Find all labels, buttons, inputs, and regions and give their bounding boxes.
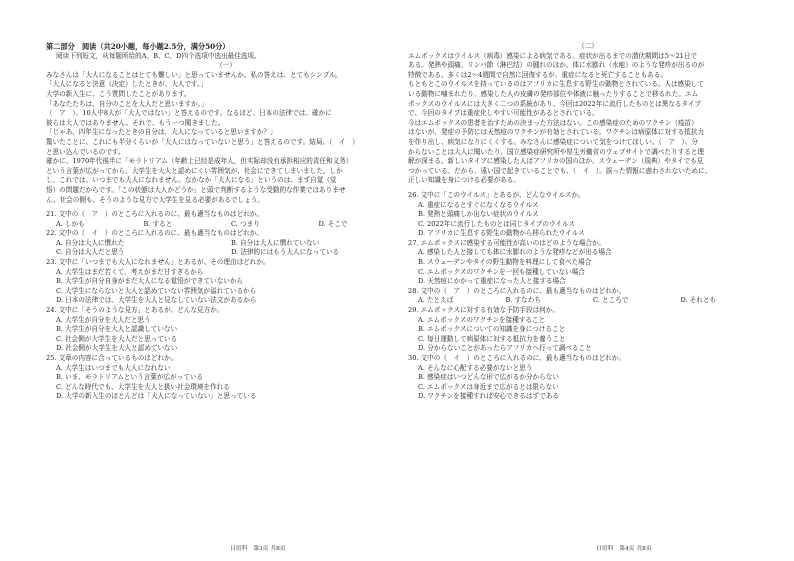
passage-line: 解が深まる。新しいタイプに感染した人はアフリカの国のほか、スウェーデン（瑞典）やタイでも見 (408, 157, 704, 166)
option-row (46, 220, 406, 230)
answer-option: D. 日本の法律では、大学生を大人と見なしていない法文があるから (56, 296, 257, 305)
section-header: 第二部分 阅读（共20小题，每小题2.5分，满分50分） (46, 42, 230, 51)
answer-option: A. 大学生が自分を大人だと思う (56, 315, 151, 324)
answer-option: C. 社会側が大学生を大人だと思っている (56, 334, 178, 343)
answer-option: A. たとえば (418, 296, 454, 305)
answer-option: A. 感染した人と接しても体に水膨れのような発疹などが出る場合 (418, 248, 612, 257)
answer-option: B. 大学生が自分を大人と認識していない (56, 325, 178, 334)
left-page (46, 42, 406, 402)
passage-line: 特徴である。多くは2～4週間で自然に回復するが、重症になると死亡することもある。 (408, 70, 667, 79)
question-stem: 23. 文中に「いつまでも大人になれません」とあるが、その理由はどれか。 (46, 258, 270, 267)
passage-line: 確かに、1970年代後半に「モラトリアム（年齢上已经是成年人，但实际却没有承担相应的责任和义务） (46, 157, 353, 166)
answer-option: A. 自分は大人に慣れた (56, 238, 125, 247)
page-footer: 日语科 第3页 共8页 (230, 546, 286, 552)
passage-line: 「大人になると決意（決定）したときが、大人です。」 (46, 80, 208, 89)
answer-option: B. 感染症はいつどんな形で広がるか分からない (418, 373, 559, 382)
passage-line: し、これでは、いつまでも大人になれません。なかなか「大人になる」というのは、まず自覚（觉 (46, 176, 337, 185)
answer-option: C. 2022年に流行したものとは同じタイプのウイルス (418, 219, 575, 228)
passage-line: 正しい知識を身につける必要がある。 (408, 176, 520, 185)
answer-option: D. それとも (680, 296, 717, 305)
passage-line: ん。社会の側も、そうのような見方で大学生を見る必要があるでしょう。 (46, 195, 264, 204)
answer-option: B. 発熱と頭痛しか出ない症状のウイルス (418, 210, 539, 219)
answer-option: A. 大学生はいつまでも大人になれない (56, 363, 171, 372)
answer-option: A. 重症になるとすぐになくなるウイルス (418, 200, 539, 209)
question-stem: 25. 文章の内容に合っているものはどれか。 (46, 354, 178, 362)
answer-option: D. 社会側が大学生を大人と認めていない (56, 344, 178, 353)
answer-option: A. しかも (56, 219, 85, 228)
passage (408, 52, 768, 186)
passage-line: と思い込んでいるのです。 (46, 147, 125, 156)
answer-option: A. エムポックスのワクチンを接種すること (418, 315, 546, 324)
option-row (408, 296, 768, 306)
passage-line: はないが、発症の予防には天然痘のワクチンが有効とされている。ワクチンは病原体に対する抵抗力 (408, 128, 705, 137)
answer-option: D. 法律的にはもう大人になっている (231, 248, 340, 257)
passage-line: 驚いたことに、これにも半分くらいが「大人にはなっていないと思う」と答えるのです。結局、（ イ ） (46, 137, 359, 146)
question-stem: 22. 文中の（ イ ）のところに入れるのに、最も適当なものはどれか。 (46, 229, 263, 238)
answer-option: B. エムポックスについての知識を身につけること (418, 325, 566, 334)
answer-option: C. 大学生にならないと大人と認めていない雰囲気が溢れているから (56, 286, 257, 295)
answer-option: B. 自分は大人に慣れていない (231, 238, 320, 247)
answer-option: C. エムポックスのワクチンを一回も接種していない場合 (418, 267, 585, 276)
questions (46, 210, 406, 402)
passage-line: （ ア ）、10人中8人が「大人ではない」と答えるのです。なるほど、日本の法律では、確かに (46, 109, 332, 118)
answer-option: C. ところで (593, 296, 629, 305)
passage-line: 悟）の問題だからです。「この状態は大人かどうか」と頭で判断するような受動的な作業ではありませ (46, 185, 346, 194)
passage-line: つかっている。だから、遠い国で起きていることでも、（ イ ）。誤った情報に惑わされないために、 (408, 166, 712, 175)
questions (408, 191, 768, 402)
passage-line: みなさんは「大人になることはとても難しい」と思っていませんか。私の答えは、とてもシンプル。 (46, 70, 342, 79)
question-stem: 29. エムポックスに対する有効な予防手段は何か。 (408, 306, 559, 315)
question-stem: 27. エムポックスに感染する可能性が高いのはどのような場合か。 (408, 238, 606, 247)
answer-option: D. 天然痘にかかって重症になった人と接する場合 (418, 277, 566, 286)
passage-line: いる動物に噛まれたり、感染した人の皮膚の発疹部位や体液に触ったりすることで移るれた。エム (408, 89, 699, 98)
instruction: 阅读下列短文，从每题所给的A、B、C、D四个选项中选出最佳选项。 (56, 51, 261, 60)
answer-option: C. つまり (231, 219, 260, 228)
passage-number: （二） (578, 42, 598, 50)
answer-option: A. 大学生はまだ若くて、考えがまだ甘すぎるから (56, 267, 204, 276)
passage-line: ある。発熱や頭痛、リンパ節（淋巴结）の腫れのほか、体に水膨れ（水疱）のような発疹が出るのが (408, 61, 705, 70)
answer-option: B. 大学生が自分自身がまだ大人になる覚悟ができていないから (56, 277, 244, 286)
passage-line: 彼らは大人ではありません。それで、もう一つ聞きました。 (46, 118, 225, 127)
question-stem: 24. 文中に「そうのような見方」とあるが、どんな見方か。 (46, 306, 224, 315)
answer-option: C. どんな時代でも、大学生を大人と扱い社会環境を作れる (56, 382, 230, 391)
answer-option: A. そんなに心配する必要がないと思う (418, 363, 533, 372)
passage-line: で、今回のタイプは重症化しやすい可能性があるとされている。 (408, 109, 599, 118)
passage-line: 今はエムポックスの患者を治すための決まった方法はない。この感染症のためのワクチン（疫苗） (408, 118, 698, 127)
question-stem: 26. 文中に「このウイルス」とあるが、どんなウイルスか。 (408, 190, 585, 199)
answer-option: B. すなわち (505, 296, 541, 305)
passage-line: 「あなたたちは、自分のことを大人だと思いますか。」 (46, 99, 208, 108)
answer-option: C. 自分は大人だと思う (56, 248, 125, 257)
passage-line: もともとこのウイルスを持っているのはアフリカに生息する野生の動物とされている。人は感染して (408, 80, 704, 89)
question-stem: 30. 文中の（ イ ）のところに入れるのに、最も適当なものはどれか。 (408, 354, 625, 362)
answer-option: B. スウェーデンやタイの野生動物を料理にして食べた場合 (418, 258, 592, 267)
page-footer: 日语科 第4页 共8页 (596, 546, 652, 552)
answer-option: D. そこで (318, 219, 348, 228)
answer-option: B. すると (143, 219, 173, 228)
answer-option: B. いま、モラトリアムという言葉が広がっている (56, 373, 204, 382)
answer-option: D. 大学の新入生のほとんどは「大人になっていない」と思っている (56, 392, 257, 401)
answer-option: C. 毎日運動して病原体に対する抵抗力を養うこと (418, 334, 566, 343)
passage-line: 大学の新入生に、こう質問したことがあります。 (46, 89, 191, 98)
right-page (408, 42, 768, 402)
passage-line: 「じゃあ、四年生になったときの自分は、大人になっていると思いますか？」 (46, 128, 277, 137)
passage-line: エムポックスはウイルス（病毒）感染による病気である。症状が出るまでの潜伏期間は5～21日で (408, 51, 698, 60)
passage-line: ポックスのウイルスには大きく二つの系統があり、今回は2022年に流行したものとは異なるタイプ (408, 99, 701, 108)
question-stem: 21. 文中の（ ア ）のところに入れるのに、最も適当なものはどれか。 (46, 210, 263, 219)
passage-line: を作り出し、病気になりにくくする。みなさんに感染症について気をつけてほしい。（ ア ）、分 (408, 137, 698, 146)
passage (46, 71, 406, 205)
option-row (46, 239, 406, 249)
option-row (46, 248, 406, 258)
passage-line: という言葉が広がってから、大学生を大人と認めにくい雰囲気が、社会にできてしまいました。しか (46, 166, 343, 175)
answer-option: D. アフリカに生息する野生の動物から移られたウイルス (418, 229, 585, 238)
question-stem: 28. 文中の（ ア ）のところに入れるのに、最も適当なものはどれか。 (408, 286, 625, 295)
answer-option: D. 分からないことがあったらアフリカへ行って調べること (418, 344, 592, 353)
passage-number: （一） (216, 61, 236, 70)
answer-option: D. ワクチンを接種すれば安心できるはずである (418, 392, 559, 401)
passage-line: からないことは大人に聞いたり、国立感染症研究所や厚生労働省のウェブサイトで調べたりすると理 (408, 147, 704, 156)
answer-option: C. エムポックスは身近まで広がるとは限らない (418, 382, 559, 391)
